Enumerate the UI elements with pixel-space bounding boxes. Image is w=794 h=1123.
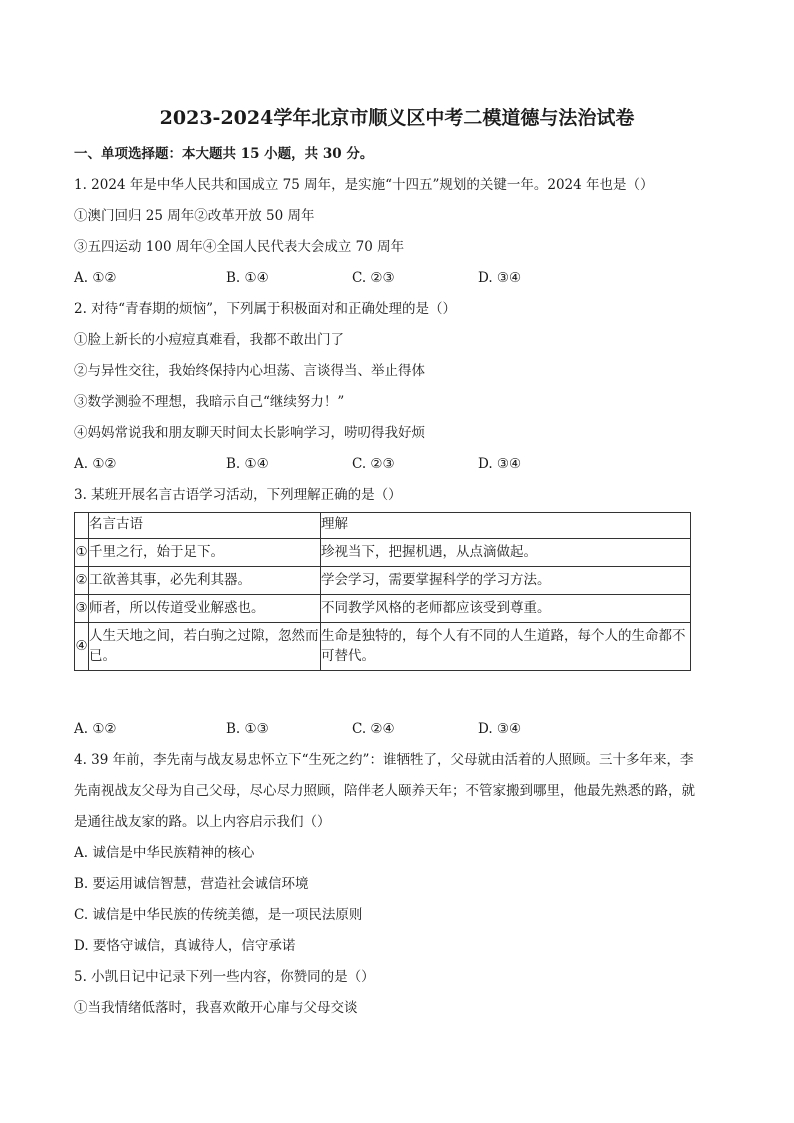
table-header-cell: 理解 <box>321 513 691 539</box>
row-number: ④ <box>75 623 89 671</box>
q2-stem: 2. 对待“青春期的烦恼”，下列属于积极面对和正确处理的是（） <box>74 301 456 317</box>
q2-item: ③数学测验不理想，我暗示自己“继续努力！” <box>74 394 345 410</box>
q3-option-c: C. ②④ <box>352 721 395 737</box>
table-header-row <box>75 513 691 539</box>
q1-item: ①澳门回归 25 周年②改革开放 50 周年 <box>74 208 315 224</box>
table-row <box>75 623 691 671</box>
meaning-cell: 生命是独特的，每个人有不同的人生道路，每个人的生命都不可替代。 <box>321 623 691 671</box>
q3-option-d: D. ③④ <box>478 721 522 737</box>
q3-stem: 3. 某班开展名言古语学习活动，下列理解正确的是（） <box>74 487 402 503</box>
row-number: ③ <box>75 595 89 623</box>
q1-stem: 1. 2024 年是中华人民共和国成立 75 周年，是实施“十四五”规划的关键一年。2024 年也是（） <box>74 177 654 193</box>
q3-option-b: B. ①③ <box>226 721 269 737</box>
meaning-cell: 学会学习，需要掌握科学的学习方法。 <box>321 567 691 595</box>
q1-item: ③五四运动 100 周年④全国人民代表大会成立 70 周年 <box>74 239 405 255</box>
page-title: 2023-2024学年北京市顺义区中考二模道德与法治试卷 <box>159 107 635 129</box>
q4-option-a: A. 诚信是中华民族精神的核心 <box>74 845 255 861</box>
quote-cell: 工欲善其事，必先利其器。 <box>89 567 321 595</box>
q2-option-b: B. ①④ <box>226 456 269 472</box>
q5-stem: 5. 小凯日记中记录下列一些内容，你赞同的是（） <box>74 969 375 985</box>
q2-item: ④妈妈常说我和朋友聊天时间太长影响学习，唠叨得我好烦 <box>74 425 425 441</box>
q3-table <box>74 512 691 671</box>
q2-option-a: A. ①② <box>74 456 117 472</box>
q1-option-d: D. ③④ <box>478 270 522 286</box>
quote-cell: 人生天地之间，若白驹之过隙，忽然而已。 <box>89 623 321 671</box>
quote-cell: 师者，所以传道受业解惑也。 <box>89 595 321 623</box>
table-row <box>75 539 691 567</box>
q4-option-b: B. 要运用诚信智慧，营造社会诚信环境 <box>74 876 309 892</box>
q1-option-a: A. ①② <box>74 270 117 286</box>
section-heading: 一、单项选择题：本大题共 15 小题，共 30 分。 <box>74 146 374 162</box>
q1-option-b: B. ①④ <box>226 270 269 286</box>
q2-item: ②与异性交往，我始终保持内心坦荡、言谈得当、举止得体 <box>74 363 425 379</box>
table-header-cell <box>75 513 89 539</box>
meaning-cell: 不同教学风格的老师都应该受到尊重。 <box>321 595 691 623</box>
q4-stem-line: 先南视战友父母为自己父母，尽心尽力照顾，陪伴老人颐养天年；不管家搬到哪里，他最先熟悉的路，就 <box>74 783 695 799</box>
q2-item: ①脸上新长的小痘痘真难看，我都不敢出门了 <box>74 332 344 348</box>
row-number: ② <box>75 567 89 595</box>
table-row <box>75 595 691 623</box>
q2-option-d: D. ③④ <box>478 456 522 472</box>
quote-cell: 千里之行，始于足下。 <box>89 539 321 567</box>
q1-option-c: C. ②③ <box>352 270 395 286</box>
q3-option-a: A. ①② <box>74 721 117 737</box>
q5-item: ①当我情绪低落时，我喜欢敞开心扉与父母交谈 <box>74 1000 358 1016</box>
q4-stem-line: 是通往战友家的路。以上内容启示我们（） <box>74 814 331 830</box>
table-row <box>75 567 691 595</box>
q4-option-c: C. 诚信是中华民族的传统美德，是一项民法原则 <box>74 907 363 923</box>
row-number: ① <box>75 539 89 567</box>
table-header-cell: 名言古语 <box>89 513 321 539</box>
q4-option-d: D. 要恪守诚信，真诚待人，信守承诺 <box>74 938 296 954</box>
meaning-cell: 珍视当下，把握机遇，从点滴做起。 <box>321 539 691 567</box>
q4-stem-line: 4. 39 年前，李先南与战友易忠怀立下“生死之约”：谁牺牲了，父母就由活着的人照顾。三十多年来，李 <box>74 752 694 768</box>
q2-option-c: C. ②③ <box>352 456 395 472</box>
